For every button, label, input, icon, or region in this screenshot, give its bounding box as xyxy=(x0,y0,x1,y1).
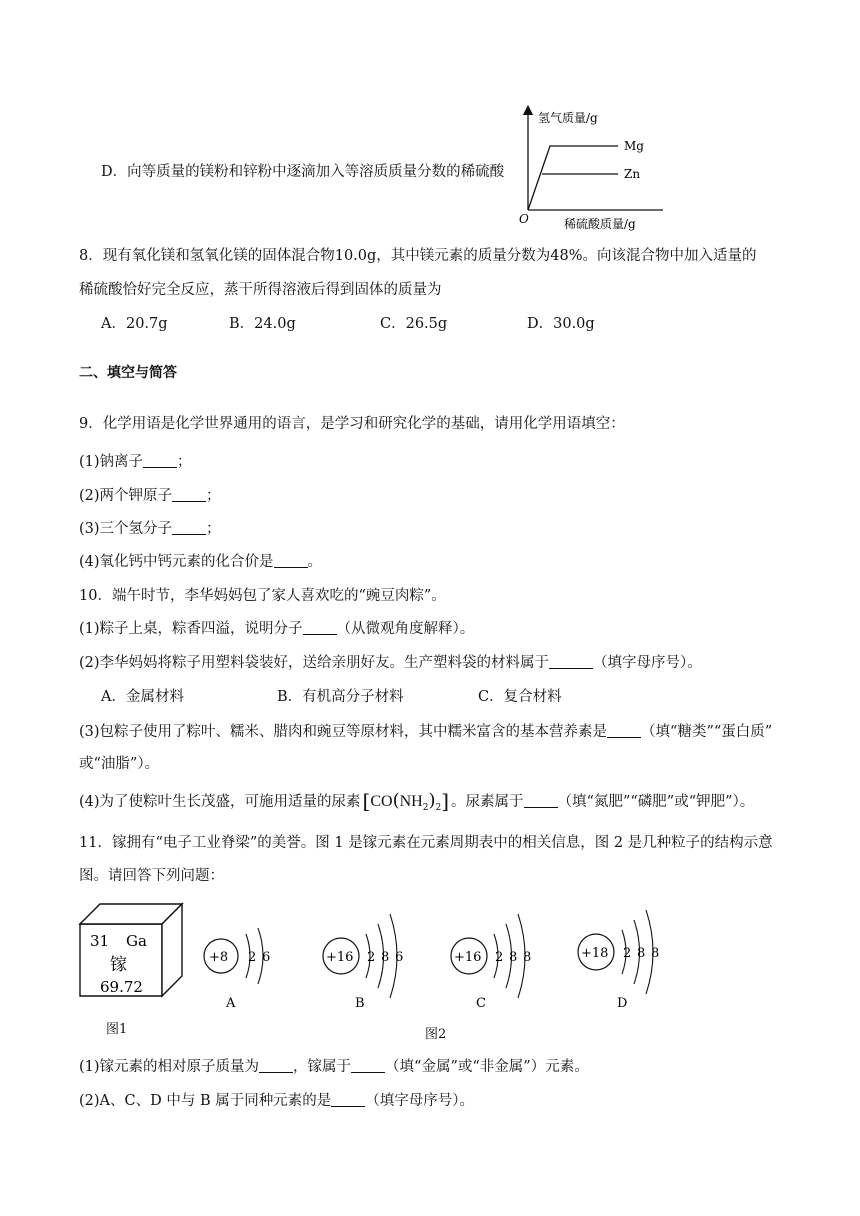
svg-text:+8: +8 xyxy=(209,950,229,965)
q10-option-c[interactable]: C．复合材料 xyxy=(478,689,562,705)
fig2-particle-d xyxy=(573,902,673,1013)
q9-item-3: (3)三个氢分子 ； xyxy=(79,521,221,537)
svg-text:6: 6 xyxy=(262,950,271,965)
q10-part-3: (3)包粽子使用了粽叶、糯米、腊肉和豌豆等原材料，其中糯米富含的基本营养素是 （填“糖类”“蛋白质” xyxy=(79,724,773,740)
fig2-particle-c xyxy=(444,902,544,1013)
q8-stem-line1: 8．现有氧化镁和氢氧化镁的固体混合物10.0g，其中镁元素的质量分数为48%。向该混合物中加入适量的 xyxy=(79,248,757,264)
q10-part-3-line2: 或“油脂”）。 xyxy=(79,756,160,772)
q8-option-d[interactable]: D．30.0g xyxy=(527,316,595,332)
x-axis-label: 稀硫酸质量/g xyxy=(564,217,636,231)
svg-text:B: B xyxy=(355,996,365,1011)
mg-curve xyxy=(528,146,618,210)
answer-blank[interactable] xyxy=(524,793,558,808)
q10-stem: 10．端午时节，李华妈妈包了家人喜欢吃的“豌豆肉粽”。 xyxy=(79,588,446,604)
q8-stem-line2: 稀硫酸恰好完全反应，蒸干所得溶液后得到固体的质量为 xyxy=(79,282,442,298)
q9-stem: 9．化学用语是化学世界通用的语言，是学习和研究化学的基础，请用化学用语填空： xyxy=(79,416,625,432)
svg-text:8: 8 xyxy=(523,950,532,965)
origin-label: O xyxy=(519,212,529,226)
q10-part-2: (2)李华妈妈将粽子用塑料袋装好，送给亲朋好友。生产塑料袋的材料属于 （填字母序号）。 xyxy=(79,655,702,671)
answer-blank[interactable] xyxy=(143,453,177,468)
q10-option-a[interactable]: A．金属材料 xyxy=(101,689,184,705)
q8-option-c[interactable]: C．26.5g xyxy=(380,316,448,332)
y-axis-label: 氢气质量/g xyxy=(538,111,598,125)
q8-option-a[interactable]: A．20.7g xyxy=(101,316,168,332)
answer-blank[interactable] xyxy=(274,553,308,568)
zn-label: Zn xyxy=(624,167,641,181)
answer-blank[interactable] xyxy=(259,1058,293,1073)
element-name: 镓 xyxy=(110,955,127,975)
section-title: 二、填空与简答 xyxy=(79,365,177,381)
svg-text:2: 2 xyxy=(367,950,376,965)
svg-text:8: 8 xyxy=(637,946,646,961)
svg-text:+16: +16 xyxy=(454,950,482,965)
q9-item-1: (1)钠离子 ； xyxy=(79,454,192,470)
atomic-number: 31 xyxy=(90,932,110,950)
svg-text:8: 8 xyxy=(651,946,660,961)
answer-blank[interactable] xyxy=(303,620,337,635)
fig2-particle-a xyxy=(196,918,286,1013)
fig2-particle-b xyxy=(313,902,413,1013)
q10-option-b[interactable]: B．有机高分子材料 xyxy=(277,689,404,705)
fig1-caption: 图1 xyxy=(106,1022,128,1037)
atomic-mass: 69.72 xyxy=(100,978,143,996)
svg-text:C: C xyxy=(476,996,486,1011)
answer-blank[interactable] xyxy=(172,520,206,535)
fig2-caption: 图2 xyxy=(425,1027,447,1042)
answer-blank[interactable] xyxy=(331,1092,365,1107)
element-symbol: Ga xyxy=(126,932,147,950)
svg-text:+16: +16 xyxy=(326,950,354,965)
svg-text:6: 6 xyxy=(395,950,404,965)
q9-item-4: (4)氧化钙中钙元素的化合价是 。 xyxy=(79,554,323,570)
q7-graph xyxy=(518,104,668,234)
svg-text:8: 8 xyxy=(381,950,390,965)
q11-part-1: (1)镓元素的相对原子质量为 ，镓属于 （填“金属”或“非金属”）元素。 xyxy=(79,1059,589,1075)
svg-text:D: D xyxy=(617,996,628,1011)
q11-stem-line1: 11．镓拥有“电子工业脊梁”的美誉。图 1 是镓元素在元素周期表中的相关信息，图 2 是几种粒子的结构示意 xyxy=(79,835,773,851)
q11-part-2: (2)A、C、D 中与 B 属于同种元素的是 （填字母序号）。 xyxy=(79,1093,474,1109)
svg-text:2: 2 xyxy=(495,950,504,965)
fig1-element-cell xyxy=(76,900,186,1000)
urea-formula: $[CO(NH_2)_2]$ xyxy=(362,789,450,813)
answer-blank[interactable] xyxy=(549,654,593,669)
mg-label: Mg xyxy=(624,139,644,153)
q8-option-b[interactable]: B．24.0g xyxy=(229,316,296,332)
svg-text:+18: +18 xyxy=(581,946,609,961)
q9-item-2: (2)两个钾原子 ； xyxy=(79,488,221,504)
q10-part-1: (1)粽子上桌，粽香四溢，说明分子 （从微观角度解释）。 xyxy=(79,621,475,637)
svg-text:2: 2 xyxy=(248,950,257,965)
q10-part-4: (4)为了使粽叶生长茂盛，可施用适量的尿素 $[CO(NH_2)_2]$ 。尿素属于 （填“氮肥”“磷肥”或“钾肥”）。 xyxy=(79,791,754,818)
answer-blank[interactable] xyxy=(172,487,206,502)
q11-stem-line2: 图。请回答下列问题： xyxy=(79,868,224,884)
svg-text:2: 2 xyxy=(623,946,632,961)
svg-text:A: A xyxy=(226,996,236,1011)
svg-text:8: 8 xyxy=(509,950,518,965)
q7-option-d[interactable]: D．向等质量的镁粉和锌粉中逐滴加入等溶质质量分数的稀硫酸 xyxy=(101,164,505,180)
answer-blank[interactable] xyxy=(607,723,641,738)
answer-blank[interactable] xyxy=(351,1058,385,1073)
